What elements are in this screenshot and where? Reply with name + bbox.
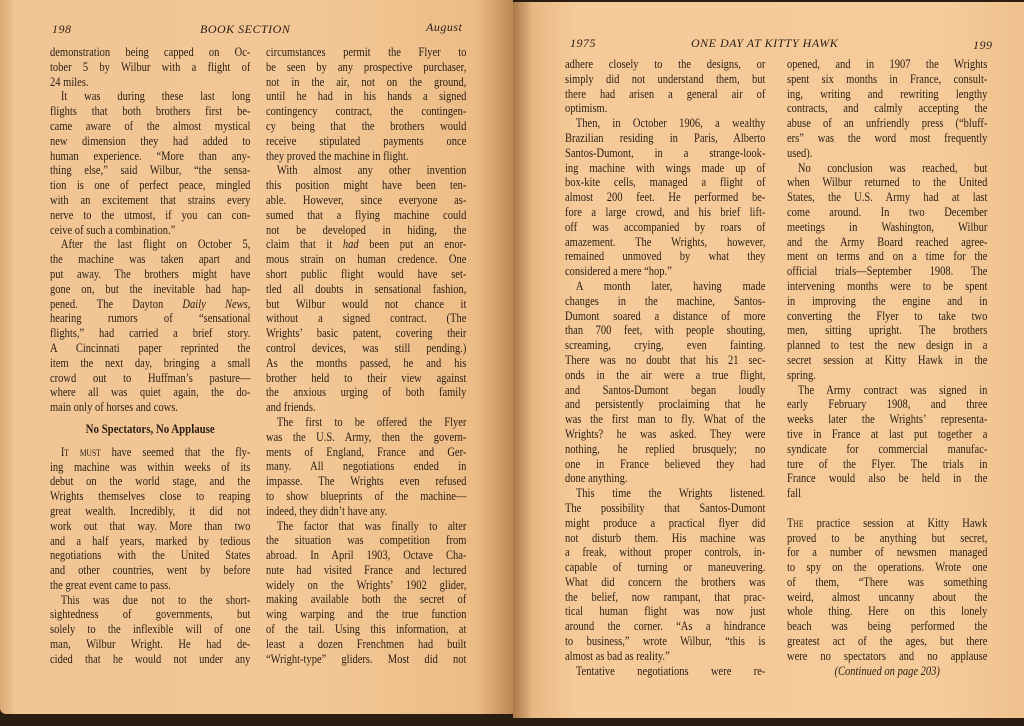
text-line: opened, and in 1907 the Wrights [787,57,988,71]
text-line: considered a mere “hop.” [565,264,672,279]
text-line: ment on terms and on a time for the [787,249,988,264]
text-line: syndicate for commercial manufac- [787,441,988,456]
text-line: tive in France at last put together a [787,426,988,441]
text-line: contingency contract, the contingen- [266,104,467,119]
text-segment: claim that it [266,237,343,252]
text-line: 24 miles. [50,74,89,89]
text-line: abuse of an unfriendly press (“bluff- [787,116,988,131]
text-line: weird, almost uncanny about the [787,589,988,604]
text-line: gone on, but the inevitable had hap- [50,281,251,296]
text-line [50,445,250,460]
text-line: the belief, now rampant, that prac- [565,589,766,604]
paragraph [787,57,987,161]
text-line: and Santos-Dumont began loudly [565,382,766,397]
text-line: This was due not to the short- [60,592,251,607]
text-line: widely on the Wrights’ 1902 glider, [266,577,467,592]
text-column [787,57,987,678]
running-header: BOOK SECTION [200,22,291,36]
text-line: than 700 feet, with people shouting, [565,323,766,338]
text-line: ing machine with wings made up of [565,160,766,175]
paragraph [266,163,466,415]
text-line: the anxious urging of both family [266,385,467,400]
text-line: solely to the inflexible will of one [50,622,251,637]
paragraph [266,45,466,163]
text-line: receive stipulated payments once [266,133,467,148]
text-line: the situation was competition from [266,533,467,548]
text-line: proved to be anything but secret, [787,530,988,545]
text-line: crowd out to Huffman’s pasture— [50,370,251,385]
text-line: The Army contract was signed in [797,382,988,397]
text-line: negotiations with the United States [50,548,251,563]
text-line: nerve to the utmost, if you can con- [50,207,251,222]
text-line: great wealth. Incredibly, it did not [50,503,251,518]
paragraph [50,445,250,593]
text-line: spring. [787,367,816,382]
paragraph [50,45,250,89]
text-line: off was accompanied by roars of [565,219,766,234]
text-line: Then, in October 1906, a wealthy [575,116,766,131]
text-line: human experience. “More than any- [50,148,251,163]
text-line: there had arisen a general air of [565,86,766,101]
text-line: sumed that a flying machine could [266,207,467,222]
text-line: fore a large crowd, and his brief lift- [565,204,766,219]
text-line: done anything. [565,471,628,486]
paragraph [565,486,765,664]
paragraph [266,519,466,667]
text-line: man, Wilbur Wright. He had de- [50,637,251,652]
text-line: It was during these last long [60,89,251,104]
text-line: planned to test the new design in a [787,338,988,353]
text-line: and friends. [266,400,316,415]
text-line: meetings in Washington, Wilbur [787,219,988,234]
text-line: able. However, since everyone as- [266,192,467,207]
text-line: A Cincinnati paper reprinted the [50,340,251,355]
text-line: Wrights’ basic patent, covering their [266,326,467,341]
text-line: not in the air, not on the ground, [266,74,467,89]
text-line: to show blueprints of the machine— [266,488,467,503]
text-line: this position might have been ten- [266,178,467,193]
text-line: ing machine was within weeks of its [50,459,251,474]
text-line: sightedness of governments, but [50,607,251,622]
text-line: tical human flight was now just [565,604,766,619]
text-line: What did concern the brothers was [565,574,766,589]
text-line: Brazilian residing in Paris, Alberto [565,130,766,145]
text-line: where all was quiet again, the do- [50,385,251,400]
text-line: debut on the world stage, and the [50,474,251,489]
italic-text: Daily News, [182,296,251,311]
text-line: greatest act of the ages, but there [787,634,988,649]
text-line: nothing, he replied brusquely; no [565,441,766,456]
text-line: flights,” had carried a brief story. [50,326,251,341]
text-segment: practice session at Kitty Hawk [803,515,988,530]
text-line: ceive of such a combination.” [50,222,176,237]
paragraph [50,593,250,667]
text-line: contracts, and calmly accepting the [787,101,988,116]
text-line: cy being that the brothers would [266,118,467,133]
text-line [266,237,466,252]
text-line: was the first man to fly. What of the [565,412,766,427]
text-line: control devices, was still pending.) [266,340,467,355]
text-line: new dimension they had added to [50,133,251,148]
text-line: ments of England, France and Ger- [266,444,467,459]
text-line: in improving the engine and in [787,293,988,308]
text-line: amazement. The Wrights, however, [565,234,766,249]
text-line: circumstances permit the Flyer to [266,45,467,59]
text-line: without a signed contract. (The [266,311,467,326]
text-line: thing else,” said Wilbur, “the sensa- [50,163,251,178]
text-line: wing warping and the true function [266,607,467,622]
text-line: secret session at Kitty Hawk in the [787,352,988,367]
text-line: converting the Flyer to take two [787,308,988,323]
running-header: ONE DAY AT KITTY HAWK [691,36,839,50]
text-line: and the Army Board reached agree- [787,234,988,249]
right-page [513,2,1024,718]
text-line: might produce a practical flyer did [565,515,766,530]
text-line: mous strain on human credence. One [266,252,467,267]
text-line: Tentative negotiations were re- [575,663,766,678]
text-line: the machine was taken apart and [50,252,251,267]
text-line: optimism. [565,101,608,116]
header-year: 1975 [570,36,596,50]
section-heading: No Spectators, No Applause [85,420,215,436]
text-line: fall [787,486,802,501]
text-line: put away. The brothers might have [50,266,251,281]
text-line: short public flight would have set- [266,266,467,281]
paragraph [787,161,987,383]
page-number: 199 [973,38,993,52]
text-line: The first to be offered the Flyer [276,414,467,429]
text-line: ture of the Flyer. The trials in [787,456,988,471]
text-line: for a number of newsmen managed [787,545,988,560]
small-caps-text: It must [60,444,101,459]
text-line: This time the Wrights listened. [575,486,766,501]
text-line: impasse. The Wrights even refused [266,474,467,489]
text-line: was the U.S. Army, then the govern- [266,429,467,444]
text-line: States, the U.S. Army had at last [787,190,988,205]
text-line: No conclusion was reached, but [797,160,988,175]
text-line: Wrights themselves close to reaping [50,489,251,504]
paragraph [266,415,466,519]
text-line [787,516,987,531]
small-caps-text: The [787,515,804,530]
text-line: official trials—September 1908. The [787,264,988,279]
text-line: capable of turning or maneuvering. [565,560,766,575]
text-line: of them, “There was something [787,574,988,589]
paragraph [565,664,765,679]
text-line: box-kite cells, managed a flight of [565,175,766,190]
text-line: used). [787,145,813,160]
text-segment: pened. The Dayton [50,296,183,311]
text-line: when Wilbur returned to the United [787,175,988,190]
text-segment: have seemed that the fly- [100,444,251,459]
text-line: item the next day, bringing a small [50,355,251,370]
text-line: simply did not understand them, but [565,71,766,86]
text-line: be seen by any prospective purchaser, [266,59,467,74]
text-line: Dumont soared a distance of more [565,308,766,323]
paragraph [565,57,765,116]
text-line: and a half years, marked by tedious [50,533,251,548]
text-line: but Wilbur would not chance it [266,296,467,311]
text-line: The factor that was finally to alter [276,518,467,533]
text-line: come around. In two December [787,204,988,219]
text-line: “Wright-type” gliders. Most did not [266,651,467,666]
text-line: demonstration being capped on Oc- [50,45,251,59]
text-column [565,57,765,678]
text-line: hearing rumors of “sensational [50,311,251,326]
text-line: a freak, without proper controls, in- [565,545,766,560]
section-break [787,501,987,516]
text-line: until he had in his hands a signed [266,89,467,104]
text-line: whole thing. Here on this lonely [787,604,988,619]
text-line: brother held to their view against [266,370,467,385]
text-line: one in France believed they had [565,456,766,471]
text-line: not disturb them. His machine was [565,530,766,545]
text-line: adhere closely to the designs, or [565,57,766,71]
paragraph [787,516,987,664]
text-line: With almost any other invention [276,163,467,178]
text-line: tion is one of perfect peace, mingled [50,178,251,193]
text-line: remained unmoved by what they [565,249,766,264]
text-line: cided that he would not under any [50,651,251,666]
text-line: spent six months in France, consult- [787,71,988,86]
text-line: came aware of the almost mystical [50,118,251,133]
text-line: The possibility that Santos-Dumont [565,500,766,515]
text-line: and other countries, went by before [50,563,251,578]
text-line: around the corner. “As a hindrance [565,619,766,634]
text-line: to business,” wrote Wilbur, “this is [565,634,766,649]
text-line: There was no doubt that his 21 sec- [565,352,766,367]
text-line: least a dozen Frenchmen had built [266,636,467,651]
text-line: tled all doubts in sensational fashion, [266,281,467,296]
text-line: After the last flight on October 5, [60,237,251,252]
paragraph [787,383,987,501]
text-line: men, sitting upright. The brothers [787,323,988,338]
text-line: indeed, they didn’t have any. [266,503,388,518]
text-line: not be developed in hiding, the [266,222,467,237]
text-line: making available both the secret of [266,592,467,607]
text-line: screaming, crying, even fainting. [565,338,766,353]
text-line: nute had visited France and lectured [266,562,467,577]
text-line: France would also be held in the [787,471,988,486]
text-line: to spy on the operations. Wrote one [787,560,988,575]
text-line: almost as bad as reality.” [565,648,670,663]
text-line: ing, writing and rewriting lengthy [787,86,988,101]
text-segment: been put an enor- [358,237,467,252]
text-line: beach was being performed the [787,619,988,634]
paragraph [50,89,250,237]
text-line: almost 200 feet. He performed be- [565,190,766,205]
text-line: and persistently proclaiming that he [565,397,766,412]
text-line: flights that both brothers first be- [50,104,251,119]
text-line: As the months passed, he and his [266,355,467,370]
text-line: main only of horses and cows. [50,400,178,415]
text-line: intervening months were to be spent [787,278,988,293]
text-line: onds in the air were a true flight, [565,367,766,382]
continued-note: (Continued on page 203) [834,663,940,678]
text-line: many. All negotiations ended in [266,459,467,474]
text-line: A month later, having made [575,278,766,293]
text-line: weeks later the Wrights’ representa- [787,412,988,427]
text-line: the great event came to pass. [50,577,171,592]
text-line: changes in the machine, Santos- [565,293,766,308]
text-line: early February 1908, and three [787,397,988,412]
text-line: tober 5 by Wilbur with a flight of [50,59,251,74]
text-line: with an excitement that strains every [50,192,251,207]
text-line: were no spectators and no applause [787,648,988,663]
paragraph [565,279,765,486]
text-column [266,45,466,666]
page-number: 198 [52,22,72,36]
text-line: Wrights? he was asked. They were [565,426,766,441]
text-line: of the tail. Using this information, at [266,622,467,637]
text-line: Santos-Dumont, in a strange-look- [565,145,766,160]
text-column [50,45,250,667]
header-month: August [426,20,463,34]
paragraph [50,237,250,415]
text-line [50,297,250,312]
italic-text: had [342,237,359,252]
text-line: they proved the machine in flight. [266,148,409,163]
paragraph [565,116,765,279]
text-line: ers” was the word most frequently [787,130,988,145]
left-page [0,0,513,714]
text-line: abroad. In April 1903, Octave Cha- [266,548,467,563]
text-line: work out that way. More than two [50,518,251,533]
